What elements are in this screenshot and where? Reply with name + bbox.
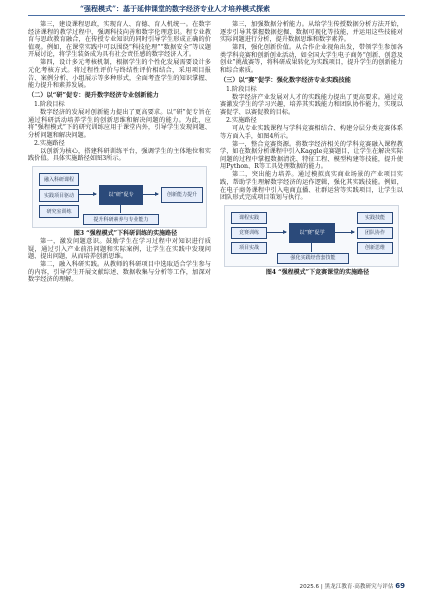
paragraph: 数字经济的发展对创新能力提出了更高要求。以“研”促专旨在通过科研活动培养学生的创新思维和解决问题的能力。为此，应将“强程模式”下的研究训练应用于课堂内外，引导学生发现问题、分析问题和解决问题。 xyxy=(28,108,211,139)
diagram-box: 项目实战 xyxy=(231,242,267,254)
diagram-box: 实践项目驱动 xyxy=(39,189,79,202)
figure-3-diagram xyxy=(32,166,207,228)
diagram-arrow xyxy=(120,204,121,213)
section-heading: （三）以“赛”促学：强化数字经济专业实践技能 xyxy=(220,76,351,84)
diagram-arrow xyxy=(78,194,96,195)
page-header xyxy=(0,0,427,17)
diagram-box: 研究室训练 xyxy=(39,205,79,218)
diagram-arrow xyxy=(311,242,312,252)
diagram-box: 强化实践经营套技能 xyxy=(277,253,349,264)
diagram-box: 实践技能 xyxy=(357,212,393,224)
diagram-box: 提升科研素养与专业能力 xyxy=(83,214,159,225)
subsection-heading: 2.实施路径 xyxy=(226,117,257,125)
diagram-box: 创新思维 xyxy=(357,242,393,254)
right-column xyxy=(220,21,403,277)
subsection-heading: 1.阶段目标 xyxy=(34,100,65,108)
subsection-heading: 2.实施路径 xyxy=(34,139,65,147)
diagram-arrow xyxy=(266,232,286,233)
left-column xyxy=(28,21,211,284)
figure-4-diagram xyxy=(224,205,399,267)
paragraph: 以创新为核心，搭建科研训练平台，强调学生的主体地位和实践价值。具体实施路径如图3所示。 xyxy=(28,147,211,163)
diagram-box: 课程实践 xyxy=(231,212,267,224)
paragraph: 第四，强化创新价值。从合作企业视角出发，带领学生参加各类学科竞赛和创新创业活动，如全国大学生电子商务“创新、创意及创业”挑战赛等，将科研成果转化为实践项目，提升学生的创新能力和综合素质。 xyxy=(220,44,403,74)
header-divider xyxy=(28,15,405,16)
journal-info: 2025.6 | 黑龙江教育·高教研究与评估 xyxy=(299,584,394,590)
figure-caption: 图4 “强程模式”下竞赛课堂的实施路径 xyxy=(265,268,370,276)
paragraph: 第四，设计多元考核机制，根据学生的个性化发展需要设计多元化考核方式。将过程性评价与终结性评价相结合，采用项目报告、案例分析、小组展示等多种形式，全面考查学生的知识掌握、能力提升和素养发展。 xyxy=(28,59,211,90)
subsection-heading: 1.阶段目标 xyxy=(226,85,257,93)
diagram-box: 竞赛训练 xyxy=(231,227,267,239)
paragraph: 可从专业实践课程与学科竞赛相结合、构建分层分类竞赛体系等方面入手，如图4所示。 xyxy=(220,125,403,140)
paragraph: 第三，建设课程思政，实现育人、育德、育人机统一。在数字经济课程的教学过程中，强调科技向善和数字伦理意识。程专业教育与思政教育融合，在传授专业知识的同时引导学生形成正确的价值观。例如，在课堂实践中可以围绕“科技伦理”“数据安全”等议题开展讨论，将学生装备成为具有社会责任感的数字经济人才。 xyxy=(28,21,211,59)
paragraph: 第一，整合竞赛资源。将数字经济相关的学科竞赛融入课程教学，如在数据分析课程中引入Kaggle竞赛题目，让学生在解决实际问题的过程中掌握数据清洗、特征工程、模型构建等技能，提升使用Python、R等工具处理数据的能力。 xyxy=(220,140,403,171)
section-heading: （二）以“研”促专：提升数字经济专业创新能力 xyxy=(28,91,159,99)
figure-caption: 图3 “强程模式”下科研训练的实施路径 xyxy=(73,230,178,238)
diagram-center-box: 以“赛”促学 xyxy=(289,223,335,243)
paragraph: 数字经济产业发展对人才的实践能力提出了更高要求。通过竞赛激发学生的学习兴趣，培养其实践能力和团队协作能力，实现以赛促学、以赛促教的目标。 xyxy=(220,93,403,116)
diagram-box: 融入科研课程 xyxy=(39,173,79,186)
paragraph: 第二，融入科研实践。从教师的科研项目中选取适合学生参与的内容，引导学生开展文献综述、数据收集与分析等工作，加深对数字经济的理解。 xyxy=(28,261,211,284)
paragraph: 第二，突出能力培养。通过模拟真实商业场景的产业项目实践，帮助学生理解数字经济的运作逻辑，强化其实践技能。例如，在电子商务课程中引入电商直播、社群运营等实践项目，让学生以团队形式完成项目策划与执行。 xyxy=(220,171,403,202)
paragraph: 第三，加强数据分析能力。从给学生传授数据分析方法开始，逐步引导其掌握数据挖掘、数据可视化等技能，并运用这些技能对实际问题进行分析，提升数据思维和数字素养。 xyxy=(220,21,403,44)
diagram-box: 创新能力提升 xyxy=(161,187,203,203)
diagram-box: 团队协作 xyxy=(357,227,393,239)
page-number: 69 xyxy=(395,582,405,590)
diagram-arrow xyxy=(142,194,158,195)
paragraph: 第一，激发问题意识。鼓励学生在学习过程中对知识进行质疑，通过引入产业前沿问题和实际案例，让学生在实践中发现问题、提出问题，从而培养创新思维。 xyxy=(28,238,211,261)
diagram-arrow xyxy=(334,232,354,233)
page-footer xyxy=(300,582,405,590)
diagram-center-box: 以“研”促专 xyxy=(99,185,143,205)
running-title: “强程模式”：基于延伸课堂的数字经济专业人才培养模式探索 xyxy=(80,4,271,13)
